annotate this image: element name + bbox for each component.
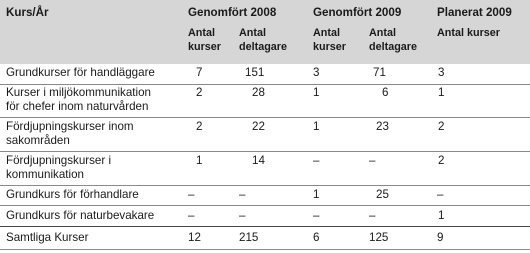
row-label: för chefer inom naturvården [6, 100, 149, 113]
row-label: Grundkurs för naturbevakare [6, 209, 155, 222]
row-divider [0, 117, 530, 118]
subheader-participants-2009-l1: Antal [369, 27, 396, 39]
row-label: sakområden [6, 134, 70, 147]
row-label: Grundkurs för förhandlare [6, 188, 139, 201]
cell-courses-2008: – [188, 188, 195, 201]
cell-planned-2009: 2 [438, 120, 445, 133]
subheader-courses-2009-l1: Antal [313, 27, 340, 39]
cell-participants-2009: 71 [373, 66, 386, 79]
cell-courses-2009: 3 [313, 66, 320, 79]
row-label: Kurser i miljökommunikation [6, 86, 151, 99]
cell-courses-2008: 7 [196, 66, 203, 79]
cell-courses-2009: 1 [313, 188, 320, 201]
total-planned-2009: 9 [437, 231, 444, 244]
table-bottom-rule [0, 249, 530, 250]
subheader-courses-2008-l2: kurser [188, 41, 222, 53]
cell-participants-2009: 6 [382, 86, 389, 99]
total-row-label: Samtliga Kurser [6, 231, 89, 244]
cell-courses-2009: 1 [313, 86, 320, 99]
subheader-participants-2008-l1: Antal [239, 27, 266, 39]
cell-courses-2008: – [188, 209, 195, 222]
cell-participants-2009: 25 [376, 188, 389, 201]
subheader-courses-planned-2009: Antal kurser [437, 27, 501, 39]
cell-courses-2008: 2 [196, 86, 203, 99]
total-participants-2008: 215 [239, 231, 259, 244]
total-participants-2009: 125 [369, 231, 389, 244]
header-group-2008: Genomfört 2008 [188, 6, 277, 19]
subheader-participants-2009-l2: deltagare [369, 41, 418, 53]
cell-courses-2008: 1 [196, 154, 203, 167]
cell-participants-2008: 22 [252, 120, 265, 133]
total-divider [0, 226, 530, 227]
row-divider [0, 151, 530, 152]
cell-participants-2008: 28 [252, 86, 265, 99]
cell-participants-2008: – [239, 188, 246, 201]
cell-participants-2009: 23 [376, 120, 389, 133]
cell-courses-2009: – [313, 154, 320, 167]
row-divider [0, 205, 530, 206]
header-group-planned-2009: Planerat 2009 [437, 6, 512, 19]
cell-courses-2008: 2 [196, 120, 203, 133]
cell-planned-2009: 2 [438, 154, 445, 167]
cell-planned-2009: 1 [438, 86, 445, 99]
cell-participants-2008: – [239, 209, 246, 222]
cell-participants-2008: 151 [245, 66, 265, 79]
subheader-courses-2009-l2: kurser [313, 41, 347, 53]
row-label: Fördjupningskurser inom [6, 120, 134, 133]
cell-courses-2009: 1 [313, 120, 320, 133]
header-course-year: Kurs/År [6, 6, 49, 19]
cell-planned-2009: 3 [438, 66, 445, 79]
cell-courses-2009: – [313, 209, 320, 222]
subheader-participants-2008-l2: deltagare [239, 41, 288, 53]
row-label: kommunikation [6, 168, 84, 181]
row-label: Grundkurser för handläggare [6, 66, 155, 79]
row-divider [0, 84, 530, 85]
total-courses-2009: 6 [313, 231, 320, 244]
cell-participants-2008: 14 [252, 154, 265, 167]
subheader-courses-2008-l1: Antal [188, 27, 215, 39]
cell-participants-2009: – [369, 154, 376, 167]
cell-participants-2009: – [369, 209, 376, 222]
row-divider [0, 185, 530, 186]
cell-planned-2009: 1 [438, 209, 445, 222]
cell-planned-2009: – [437, 188, 444, 201]
row-label: Fördjupningskurser i [6, 154, 112, 167]
header-group-2009: Genomfört 2009 [313, 6, 402, 19]
total-courses-2008: 12 [188, 231, 201, 244]
